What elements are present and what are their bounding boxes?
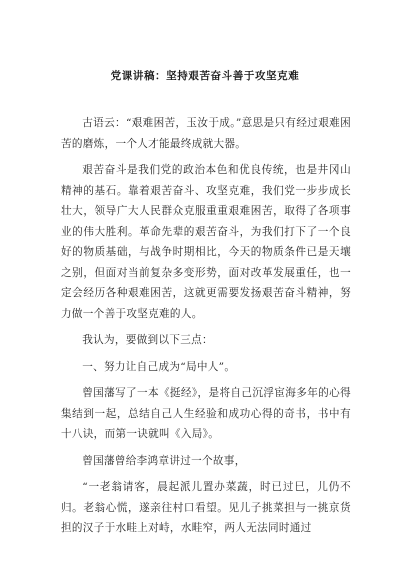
document-body bbox=[61, 113, 351, 539]
paragraph-three-points-intro: 我认为，要做到以下三点： bbox=[82, 334, 213, 346]
paragraph-ting-jing: 曾国藩写了一本《挺经》，是将自己沉浮宦海多年的心得集结到一起，总结自己人生经验和成功心得的奇书，书中有十八诀，而第一诀就叫《入局》。 bbox=[61, 387, 351, 440]
section-heading-one: 一、努力让自己成为“局中人”。 bbox=[82, 360, 236, 373]
paragraph-hard-struggle: 艰苦奋斗是我们党的政治本色和优良传统，也是井冈山精神的基石。靠着艰苦奋斗、攻坚克难，我们党一步步成长壮大，领导广大人民群众克服重重艰难困苦，取得了各项事业的伟大胜利。革命先辈的艰苦奋斗，为我们打下了一个良好的物质基础，与战争时期相比，今天的物质条件已是天壤之别，但面对当前复杂多变形势，面对改革发展重任，也一定会经历各种艰难困苦，这就更需要发扬艰苦奋斗精神，努力做一个善于攻坚克难的人。 bbox=[61, 164, 351, 320]
paragraph-quote: 古语云：“艰难困苦，玉汝于成。”意思是只有经过艰难困苦的磨炼，一个人才能最终成就大器。 bbox=[61, 117, 351, 150]
paragraph-story-intro: 曾国藩曾给李鸿章讲过一个故事， bbox=[82, 454, 246, 467]
paragraph-story: “一老翁请客，晨起派儿置办菜蔬，时已过巳，儿仍不归。老翁心慌，遂亲往村口看望。见儿子挑菜担与一挑京货担的汉子于水畦上对峙，水畦窄，两人无法同时通过 bbox=[61, 481, 351, 534]
document-title: 党课讲稿：坚持艰苦奋斗善于攻坚克难 bbox=[110, 70, 300, 82]
